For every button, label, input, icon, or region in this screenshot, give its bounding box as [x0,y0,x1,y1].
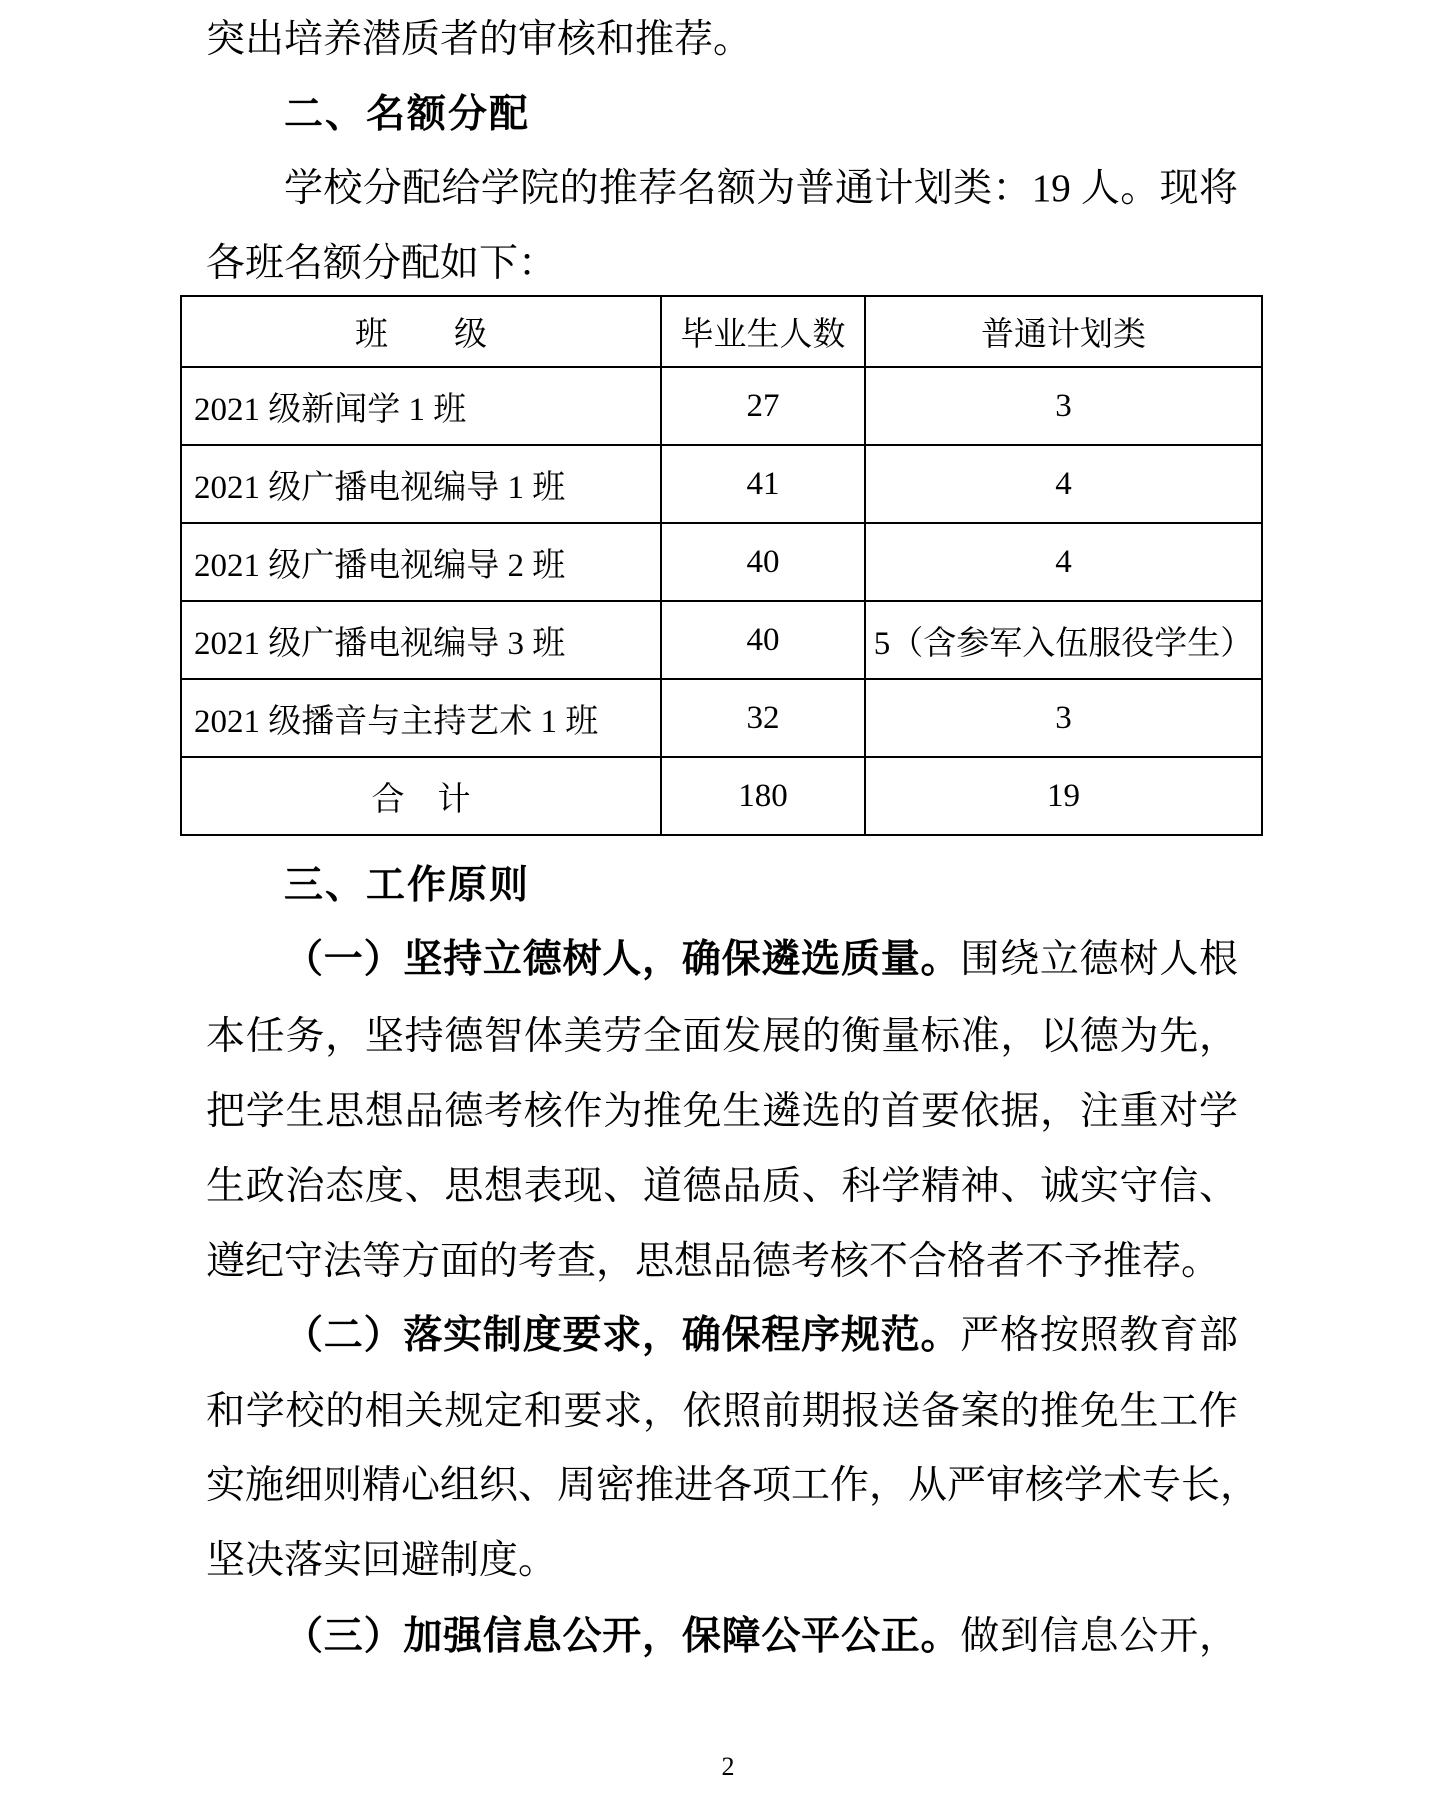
class-name: 2021 级广播电视编导 3 班 [181,601,661,679]
text-segment: 和学校的相关规定和要求，依照前期报送备案的推免生工作 [206,1390,1238,1433]
graduate-count: 40 [661,523,865,601]
graduate-count: 40 [661,601,865,679]
quota-count: 5（含参军入伍服役学生） [865,601,1262,679]
graduate-count: 41 [661,445,865,523]
text-segment: 遵纪守法等方面的考查，思想品德考核不合格者不予推荐。 [206,1240,1221,1283]
table-row [181,679,1262,757]
class-name: 2021 级广播电视编导 2 班 [181,523,661,601]
text-line [206,1388,1238,1436]
quota-count: 4 [865,523,1262,601]
table-header-row [181,296,1262,367]
bold-lead-text: （二）落实制度要求，确保程序规范。 [284,1314,961,1357]
class-name: 2021 级新闻学 1 班 [181,367,661,445]
table-row [181,367,1262,445]
header-class: 班 级 [181,296,661,367]
text-line [206,1088,1238,1136]
text-segment: 各班名额分配如下： [206,242,558,285]
text-segment: 生政治态度、思想表现、道德品质、科学精神、诚实守信、 [206,1165,1238,1208]
bold-lead-text: （三）加强信息公开，保障公平公正。 [284,1615,961,1658]
table-row [181,445,1262,523]
text-line [206,1163,1238,1211]
text-line [284,1613,1238,1661]
text-segment: 严格按照教育部 [960,1314,1238,1357]
text-segment: 把学生思想品德考核作为推免生遴选的首要依据，注重对学 [206,1090,1238,1133]
quota-table [180,295,1263,836]
graduate-count: 32 [661,679,865,757]
text-segment: 围绕立德树人根 [960,938,1238,981]
class-name: 2021 级广播电视编导 1 班 [181,445,661,523]
quota-count: 3 [865,679,1262,757]
total-label: 合 计 [181,757,661,835]
text-line [206,240,1238,288]
text-line [206,16,1238,64]
text-segment: 做到信息公开， [960,1615,1238,1658]
graduate-count: 27 [661,367,865,445]
text-segment: 坚决落实回避制度。 [206,1539,558,1582]
text-segment: 学校分配给学院的推荐名额为普通计划类：19 人。现将 [284,167,1238,210]
quota-count: 4 [865,445,1262,523]
table-row [181,601,1262,679]
text-line [206,1238,1238,1286]
text-line [206,1537,1238,1585]
class-name: 2021 级播音与主持艺术 1 班 [181,679,661,757]
text-line [284,165,1238,213]
table-row [181,523,1262,601]
section-heading-principles: 三、工作原则 [284,863,531,908]
quota-count: 3 [865,367,1262,445]
text-line [206,1462,1260,1510]
text-segment: 本任务，坚持德智体美劳全面发展的衡量标准，以德为先， [206,1015,1238,1058]
section-heading-quota: 二、名额分配 [284,92,531,137]
bold-lead-text: （一）坚持立德树人，确保遴选质量。 [284,938,961,981]
header-graduates: 毕业生人数 [661,296,865,367]
page-number: 2 [721,1752,735,1781]
header-general-plan: 普通计划类 [865,296,1262,367]
total-quota: 19 [865,757,1262,835]
text-line [284,936,1238,984]
text-segment: 突出培养潜质者的审核和推荐。 [206,18,753,61]
text-line [206,1013,1238,1061]
text-segment: 实施细则精心组织、周密推进各项工作，从严审核学术专长， [206,1464,1260,1507]
text-line [284,1312,1238,1360]
total-graduates: 180 [661,757,865,835]
table-total-row [181,757,1262,835]
